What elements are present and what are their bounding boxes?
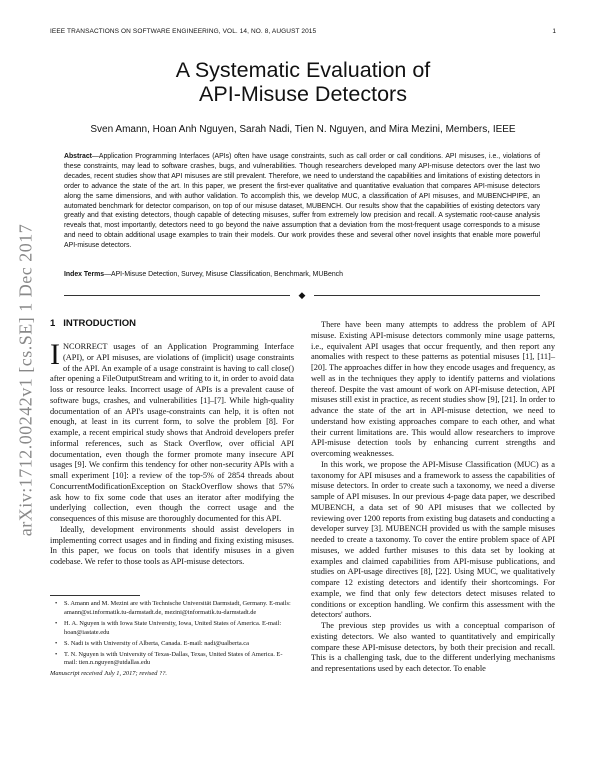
paper-title: [50, 58, 556, 106]
right-paragraph-2: In this work, we propose the API-Misuse Classification (MUC) as a taxonomy for API misuses and a framework to assess the capabilities of misuse detectors. In order to create such a taxonomy, we need a diverse sample of API misuses. In our previous 4-page data paper, we described MUBENCH, a data set of 90 API misuses that we collected by reviewing over 1200 reports from existing bug datasets and conducting a developer survey [3]. MUBENCH provided us with the sample misuses needed to create a taxonomy. To cover the entire problem space of API misuses, we added further misuses to this data set by looking at examples and claimed capabilities from API-misuse publications, and studies on API-usage directives [8], [22]. Using MUC, we qualitatively compare 12 existing detectors and identify their shortcomings. For example, we find that only few detectors detect misuses related to conditions or exception handling. We confirm this assessment with the detectors' authors.: [311, 459, 555, 620]
abstract: [64, 152, 540, 251]
section-title: INTRODUCTION: [63, 318, 137, 329]
title-line-2: API-Misuse Detectors: [199, 82, 407, 106]
intro-paragraph-2: Ideally, development environments should assist developers in implementing correct usages and in finding and fixing existing misuses. In this paper, we focus on tools that identify misuses in a given codebase. We refer to those tools as API-misuse detectors.: [50, 524, 294, 566]
journal-header: IEEE TRANSACTIONS ON SOFTWARE ENGINEERING, VOL. 14, NO. 8, AUGUST 2015: [50, 28, 317, 35]
right-paragraph-1: There have been many attempts to address the problem of API misuse. Existing API-misuse detectors commonly mine usage patterns, i.e., equivalent API usages that occur frequently, and then report any anomalies with respect to these patterns as potential misuses [1], [11]–[20]. The approaches differ in how they encode usages and frequency, as well as in the techniques they apply to identify patterns and violations thereof. Despite the vast amount of work on API-misuse detection, API misuses still exist in practice, as recent studies show [9], [21]. In order to advance the state of the art in API-misuse detection, we need to understand how existing approaches compare to each other, and what their current limitations are. This would allow researchers to improve API-misuse detection tools by enhancing current strengths and overcoming weaknesses.: [311, 320, 555, 458]
footnote-item: • S. Nadi is with University of Alberta, Canada. E-mail: nadi@ualberta.ca: [64, 640, 294, 649]
intro-paragraph-1: INCORRECT usages of an Application Programming Interface (API), or API misuses, are violations of (implicit) usage constraints of the API. An example of a usage constraint is having to call close() after opening a FileOutputStream and writing to it, in order to avoid data loss or resource leaks. Incorrect usage of APIs is a prevalent cause of software bugs, crashes, and vulnerabilities [1]–[7]. While high-quality documentation of an API's usage-constraints can help, it is often not enough, at least in its current form, to solve the problem [8]. For example, a recent empirical study shows that Android developers prefer informal references, such as Stack Overflow, over official API documentation, even though the former promote many insecure API usages [9]. We confirm this tendency for other non-security APIs with a small experiment [10]: a review of the top-5% of 2854 threads about ConcurrentModificationException on StackOverflow shows that 57% ask how to fix some code that uses an iterator after modifying the underlying collection, even though the correct usage and the consequences of this misuse are thoroughly documented for this API.: [50, 338, 294, 523]
footnote-rule: [50, 595, 140, 596]
page-number: 1: [552, 28, 556, 35]
section-number: 1: [50, 318, 56, 329]
left-column: [50, 338, 294, 568]
footnote-item: • T. N. Nguyen is with University of Texas-Dallas, Texas, United States of America. E-mail: tien.n.nguyen@utdallas.edu: [64, 651, 294, 669]
section-divider: [64, 290, 540, 300]
author-list: Sven Amann, Hoan Anh Nguyen, Sarah Nadi, Tien N. Nguyen, and Mira Mezini, Members, IEEE: [90, 124, 516, 135]
divider-line-left: [64, 295, 290, 296]
section-heading: [50, 318, 136, 329]
title-line-1: A Systematic Evaluation of: [175, 58, 431, 82]
arxiv-stamp: arXiv:1712.00242v1 [cs.SE] 1 Dec 2017: [15, 223, 36, 537]
right-column: [311, 320, 555, 675]
abstract-text: —Application Programming Interfaces (APIs) often have usage constraints, such as call order or call conditions. API misuses, i.e., violations of these constraints, may lead to software crashes, bugs, and vulnerabilities. Though researchers developed many API-misuse detectors over the last two decades, recent studies show that API misuses are still prevalent. Therefore, we need to understand the capabilities and limitations of existing detectors in order to advance the state of the art. In this paper, we present the first-ever qualitative and quantitative evaluation that compares API-misuse detectors along the same dimensions, and with author validation. To accomplish this, we develop MUC, a classification of API misuses, and MUBENCHPIPE, an automated benchmark for detector comparison, on top of our misuse dataset, MUBENCH. Our results show that the capabilities of existing detectors vary greatly and that existing detectors, though capable of detecting misuses, suffer from extremely low precision and recall. A systematic root-cause analysis reveals that, most importantly, detectors need to go beyond the naive assumption that a deviation from the most-frequent usage corresponds to a misuse and need to obtain additional usage examples to train their models. Our work provides these and several other novel insights that enable more powerful API-misuse detectors.: [64, 153, 540, 250]
diamond-icon: ◆: [298, 290, 306, 300]
footnote-item: • H. A. Nguyen is with Iowa State University, Iowa, United States of America. E-mail: hoan@iastate.edu: [64, 620, 294, 638]
index-terms-label: Index Terms: [64, 271, 105, 278]
index-terms-text: —API-Misuse Detection, Survey, Misuse Classification, Benchmark, MUBench: [104, 271, 343, 278]
drop-cap: I: [50, 338, 60, 371]
footnotes: [50, 600, 294, 679]
divider-line-right: [314, 295, 540, 296]
right-paragraph-3: The previous step provides us with a conceptual comparison of existing detectors. We also wanted to quantitatively and empirically compare these API-misuse detectors, by both their precision and recall. This is a challenging task, due to the different underlying mechanisms and representations used by each detector. To enable: [311, 621, 555, 673]
manuscript-note: Manuscript received July 1, 2017; revised ??.: [50, 670, 168, 678]
footnote-item: • S. Amann and M. Mezini are with Technische Universität Darmstadt, Germany. E-mails: amann@st.informatik.tu-darmstadt.de, mezini@informatik.tu-darmstadt.de: [64, 600, 294, 618]
abstract-label: Abstract: [64, 153, 92, 160]
index-terms: [64, 270, 540, 280]
